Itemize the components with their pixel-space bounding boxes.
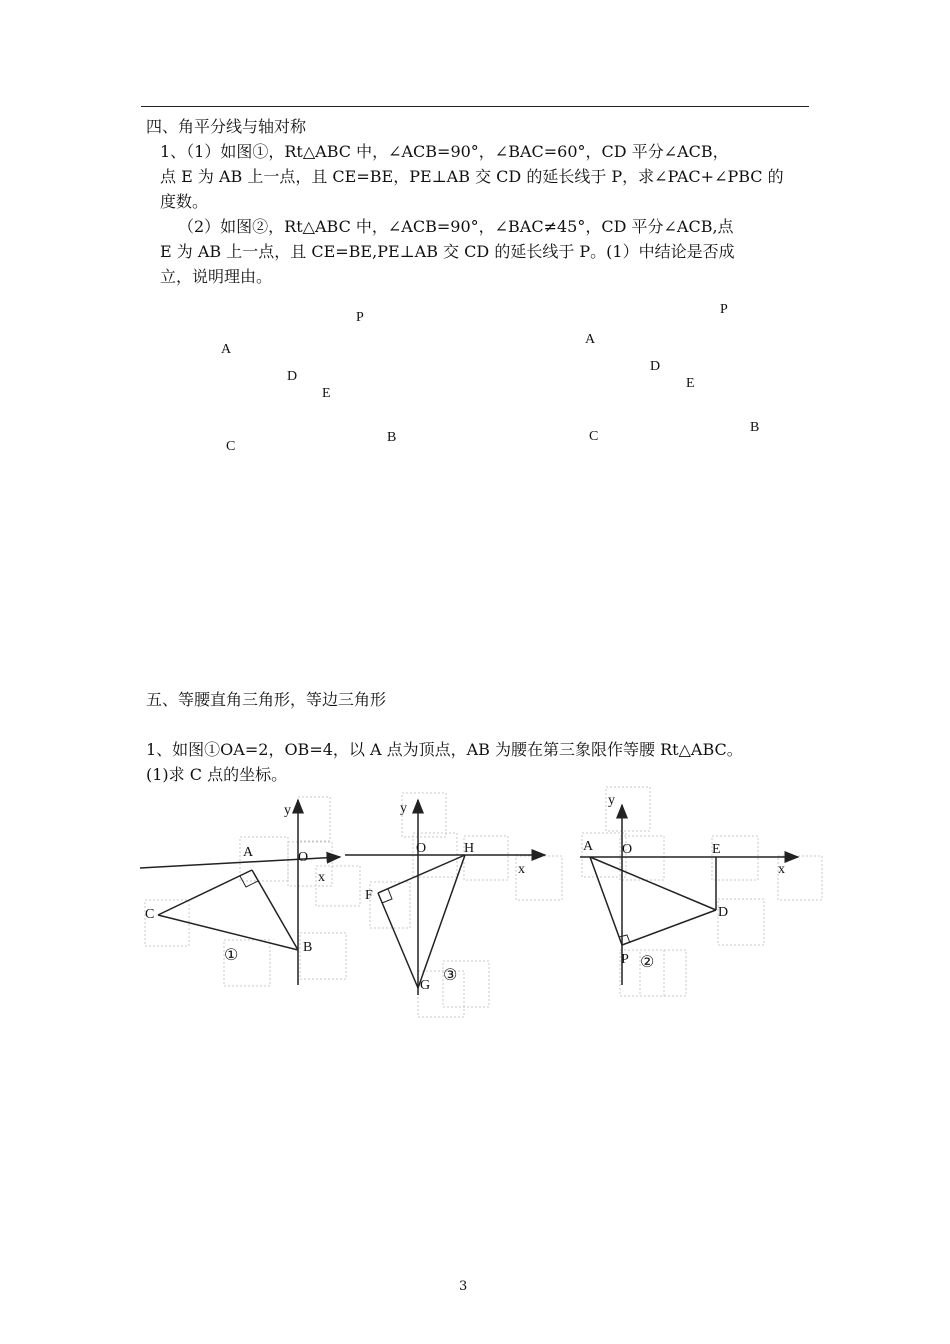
section5-heading: 五、等腰直角三角形，等边三角形 — [146, 690, 387, 709]
graph1-label-o: O — [298, 850, 309, 865]
fig2-label-d: D — [650, 359, 661, 374]
dotted-frames — [145, 787, 822, 1017]
graph2-label-h: H — [464, 841, 475, 856]
graph3-figure-number: ② — [640, 954, 655, 971]
graph2-figure-number: ③ — [443, 967, 458, 984]
section4-q1-line1: 1、（1）如图①，Rt△ABC 中，∠ACB=90°，∠BAC=60°，CD 平分∠ACB， — [160, 142, 729, 161]
graph1-side-ac — [158, 870, 252, 915]
fig2-label-b: B — [750, 420, 760, 435]
fig1-label-b: B — [387, 430, 397, 445]
graph1-label-a: A — [243, 845, 254, 860]
graph2-label-g: G — [420, 978, 431, 993]
fig1-label-e: E — [322, 386, 331, 401]
graph3-label-p: P — [621, 952, 629, 967]
section4-q2-line3: 立，说明理由。 — [160, 267, 273, 286]
graph1-label-c: C — [145, 907, 155, 922]
graph3-label-e: E — [712, 842, 721, 857]
graph3-label-d: D — [718, 905, 729, 920]
section4-q1-line3: 度数。 — [160, 192, 209, 211]
graph2-side-hg — [418, 855, 465, 988]
fig2-label-c: C — [589, 429, 599, 444]
graph3-side-ad — [590, 857, 716, 910]
graph3-side-ap — [590, 857, 622, 945]
fig2-label-e: E — [686, 376, 695, 391]
page-number: 3 — [459, 1279, 468, 1294]
graph1-lines — [140, 800, 340, 985]
graph2-label-f: F — [365, 888, 373, 903]
fig1-label-c: C — [226, 439, 236, 454]
graph2-side-fg — [378, 893, 418, 988]
fig1-label-a: A — [221, 342, 232, 357]
section4-heading: 四、角平分线与轴对称 — [146, 117, 307, 136]
section4-q2-line2: E 为 AB 上一点，且 CE=BE,PE⊥AB 交 CD 的延长线于 P。(1）中结论是否成 — [160, 242, 735, 261]
section5-q1-line1: 1、如图①OA=2，OB=4，以 A 点为顶点，AB 为腰在第三象限作等腰 Rt△ABC。 — [146, 740, 743, 759]
graph1-x-axis — [140, 857, 340, 868]
section4-q1-line2: 点 E 为 AB 上一点，且 CE=BE，PE⊥AB 交 CD 的延长线于 P，求∠PAC+∠PBC 的 — [160, 167, 784, 186]
graph1-figure-number: ① — [224, 947, 239, 964]
graph1-label-x: x — [318, 870, 325, 885]
fig2-label-p: P — [720, 302, 728, 317]
section4-q2-line1: （2）如图②，Rt△ABC 中，∠ACB=90°，∠BAC≠45°，CD 平分∠ACB,点 — [178, 217, 734, 236]
graph3-lines — [580, 805, 798, 985]
graph1-label-y: y — [284, 803, 291, 818]
graph3-label-o: O — [622, 842, 633, 857]
graph3-label-x: x — [778, 862, 785, 877]
graph2-label-y: y — [400, 801, 407, 816]
fig1-label-p: P — [356, 310, 364, 325]
graph3-label-a: A — [583, 839, 594, 854]
graph1-label-b: B — [303, 940, 313, 955]
graph2-label-x: x — [518, 862, 525, 877]
graph1-side-ab — [252, 870, 298, 950]
graph3-label-y: y — [608, 793, 615, 808]
fig2-label-a: A — [585, 332, 596, 347]
graph3-side-pd — [622, 910, 716, 945]
graph2-label-o: O — [416, 841, 427, 856]
section5-q1-line2: (1)求 C 点的坐标。 — [146, 765, 288, 784]
graph2-side-hf — [378, 855, 465, 893]
fig1-label-d: D — [287, 369, 298, 384]
